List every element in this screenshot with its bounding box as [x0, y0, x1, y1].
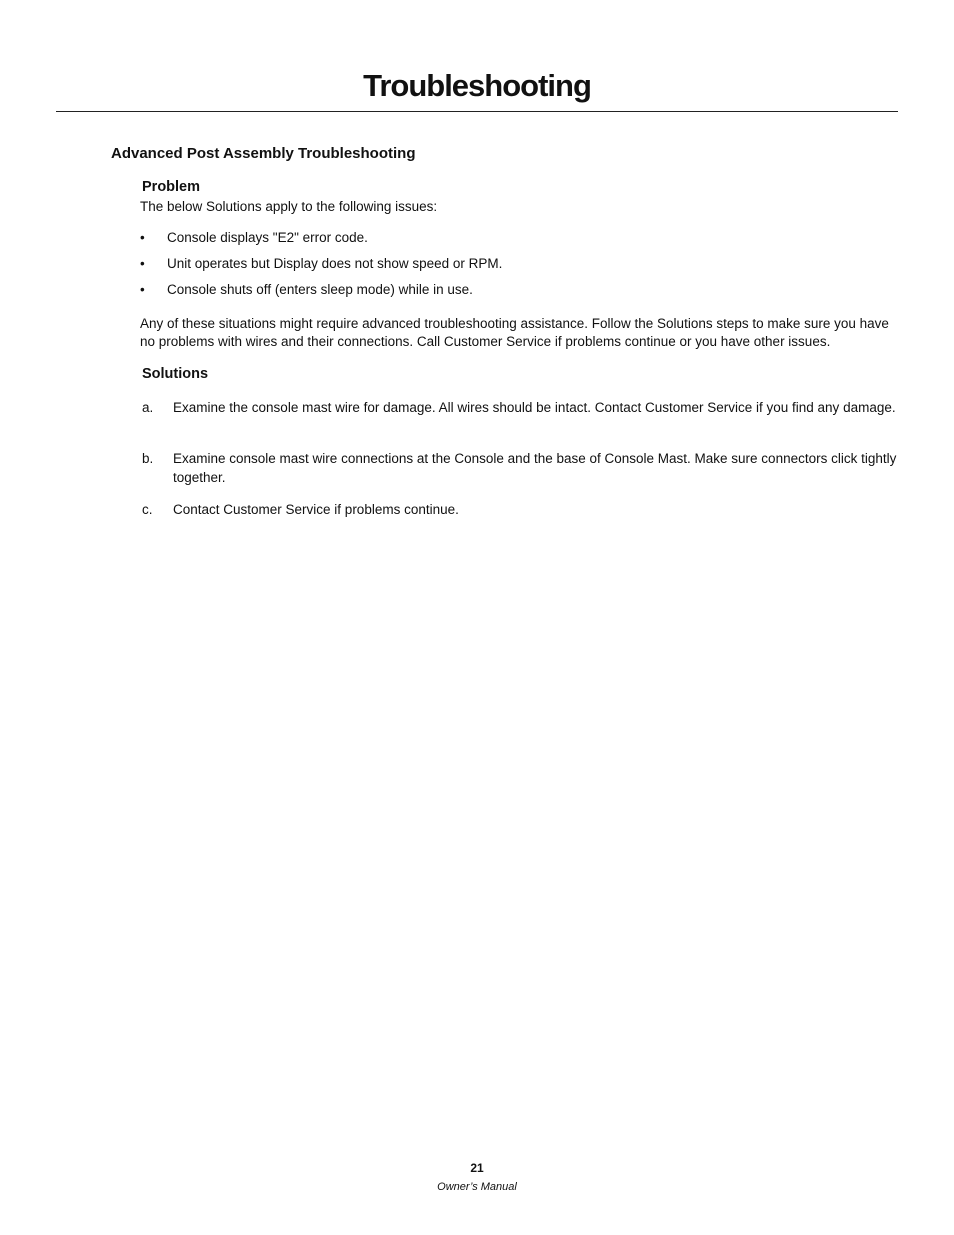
issue-text: Console displays "E2" error code. [167, 230, 368, 245]
problem-heading: Problem [142, 179, 201, 195]
step-text: Contact Customer Service if problems continue. [173, 502, 459, 517]
step-letter: c. [142, 502, 153, 517]
page-title: Troubleshooting [363, 68, 591, 103]
list-item [142, 500, 900, 530]
list-item [140, 255, 900, 281]
issue-text: Console shuts off (enters sleep mode) while in use. [167, 282, 473, 297]
document-name: Owner’s Manual [437, 1181, 517, 1193]
page-number: 21 [470, 1161, 484, 1175]
issue-text: Unit operates but Display does not show speed or RPM. [167, 256, 503, 271]
step-letter: a. [142, 400, 154, 415]
list-item [142, 449, 900, 500]
problem-intro: The below Solutions apply to the following issues: [140, 199, 438, 214]
title-divider [56, 111, 898, 112]
list-item [140, 229, 900, 255]
problem-note: Any of these situations might require advanced troubleshooting assistance. Follow the Solutions steps to make sure you have no problems with wires and their connections. Call Customer Service if problems continue or you have other issues. [140, 316, 889, 349]
solutions-heading: Solutions [142, 366, 209, 382]
solution-list [142, 398, 900, 530]
bullet-icon: • [140, 256, 145, 271]
step-text: Examine the console mast wire for damage. All wires should be intact. Contact Customer Service if you find any damage. [173, 400, 896, 415]
issue-list [140, 229, 900, 307]
step-letter: b. [142, 451, 154, 466]
list-item [140, 281, 900, 307]
bullet-icon: • [140, 282, 145, 297]
list-item [142, 398, 900, 449]
step-text: Examine console mast wire connections at the Console and the base of Console Mast. Make sure connectors click tightly together. [173, 451, 897, 485]
section-heading: Advanced Post Assembly Troubleshooting [111, 145, 416, 162]
bullet-icon: • [140, 230, 145, 245]
